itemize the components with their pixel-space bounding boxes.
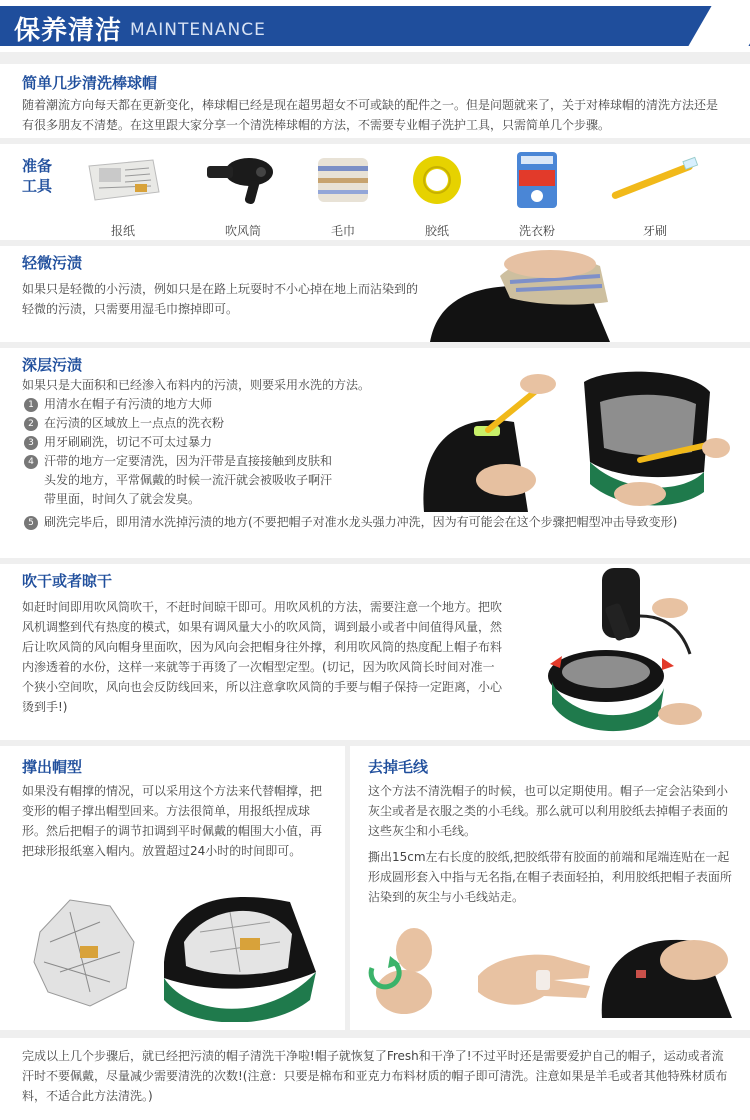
wipe-cap-image xyxy=(430,246,630,342)
tool-label: 吹风筒 xyxy=(224,224,261,238)
deep-stain-section xyxy=(0,348,750,558)
dry-text: 如赶时间即用吹风筒吹干，不赶时间晾干即可。用吹风机的方法，需要注意一个地方。把吹风机调整到代有热度的模式，如果有调风量大小的吹风筒，调到最小或者中间值得风量，然后让吹风筒的风向帽身里面吹，因为风向会把帽身往外撑，利用吹风筒的热度配上帽子布料内渗透着的水份，这样一来就等于再烫了一次帽型定型。(切记，因为吹风筒长时间对准一个狭小空间吹，风向也会反防线回来，所以注意拿吹风筒的手要与帽子保持一定距离，小心烫到手!) xyxy=(22,600,503,714)
step-number: 4 xyxy=(24,455,38,469)
tools-section xyxy=(0,144,750,240)
blow-dry-cap-image xyxy=(530,564,730,740)
shape-title: 撑出帽型 xyxy=(22,758,83,776)
newspaper-icon xyxy=(78,150,168,210)
lint-text-2: 撕出15cm左右长度的胶纸,把胶纸带有胶面的前端和尾端连贴在一起形成圆形套入中指与无名指,在帽子表面轻拍，利用胶纸把帽子表面所沾染到的灰尘与小毛线站走。 xyxy=(368,850,732,904)
shape-text: 如果没有帽撑的情况，可以采用这个方法来代替帽撑，把变形的帽子撑出帽型回来。方法很简单，用报纸捏成球形。然后把帽子的调节扣调到平时佩戴的帽围大小值，再把球形报纸塞入帽内。放置超过24小时的时间即可。 xyxy=(22,784,323,858)
tool-towel xyxy=(298,150,388,239)
step-text: 刷洗完毕后，即用清水洗掉污渍的地方(不要把帽子对准水龙头强力冲洗，因为有可能会在这个步骤把帽型冲击导致变形) xyxy=(44,515,678,529)
dry-title: 吹干或者晾干 xyxy=(22,572,113,590)
paper-ball-image xyxy=(30,892,140,1012)
intro-text: 随着潮流方向每天都在更新变化，棒球帽已经是现在超男超女不可或缺的配件之一。但是问题就来了，关于对棒球帽的清洗方法还是有很多朋友不清楚。在这里跟大家分享一个清洗棒球帽的方法，不需要专业帽子洗护工具，只需简单几个步骤。 xyxy=(22,98,719,132)
tool-label: 胶纸 xyxy=(424,224,449,238)
detergent-icon xyxy=(492,150,582,210)
tool-label: 报纸 xyxy=(110,224,135,238)
tape-icon xyxy=(392,150,482,210)
tool-label: 毛巾 xyxy=(330,224,355,238)
light-stain-text: 如果只是轻微的小污渍，例如只是在路上玩耍时不小心掉在地上而沾染到的轻微的污渍，只需要用湿毛巾擦掉即可。 xyxy=(22,282,419,316)
deep-stain-intro: 如果只是大面积和已经渗入布料内的污渍，则要采用水洗的方法。 xyxy=(22,378,371,392)
step-text: 用牙刷刷洗，切记不可太过暴力 xyxy=(44,435,213,449)
tool-newspaper xyxy=(78,150,168,239)
step-number: 5 xyxy=(24,516,38,530)
hair-dryer-icon xyxy=(198,150,288,210)
tape-loop-image xyxy=(364,920,454,1020)
intro-title: 简单几步清洗棒球帽 xyxy=(22,74,158,92)
tools-label: 准备工具 xyxy=(22,157,53,195)
lint-section xyxy=(350,746,750,1030)
conclusion-text: 完成以上几个步骤后，就已经把污渍的帽子清洗干净啦!帽子就恢复了Fresh和干净了!不过平时还是需要爱护自己的帽子，运动或者流汗时不要佩戴，尽量减少需要清洗的次数!(注意：只要是棉布和亚克力布料材质的帽子即可清洗。注意如果是羊毛或者其他特殊材质布料，不适合此方法清洗。) xyxy=(22,1049,728,1103)
brush-sweatband-image xyxy=(580,362,730,512)
lint-text-1: 这个方法不清洗帽子的时候，也可以定期使用。帽子一定会沾染到小灰尘或者是衣服之类的小毛线。那么就可以利用胶纸去掉帽子表面的这些灰尘和小毛线。 xyxy=(368,784,729,838)
step-item xyxy=(24,452,334,509)
step-text: 汗带的地方一定要清洗，因为汗带是直接接触到皮肤和头发的地方，平常佩戴的时候一流汗就会被吸收子啊汗带里面，时间久了就会发臭。 xyxy=(44,454,333,506)
stuffed-cap-image xyxy=(160,882,320,1022)
toothbrush-icon xyxy=(610,150,700,210)
banner-title-en: MAINTENANCE xyxy=(130,20,266,40)
step-number: 1 xyxy=(24,398,38,412)
tool-hair-dryer xyxy=(198,150,288,239)
dry-section xyxy=(0,564,750,740)
tool-toothbrush xyxy=(610,150,700,239)
towel-icon xyxy=(298,150,388,210)
deep-stain-title: 深层污渍 xyxy=(22,356,83,374)
step-text: 在污渍的区域放上一点点的洗衣粉 xyxy=(44,416,225,430)
step-item xyxy=(24,513,728,532)
banner-title-cn: 保养清洁 xyxy=(14,16,123,46)
shape-section xyxy=(0,746,345,1030)
step-text: 用清水在帽子有污渍的地方大师 xyxy=(44,397,213,411)
tape-on-fingers-image xyxy=(474,926,594,1016)
light-stain-section xyxy=(0,246,750,342)
tool-tape xyxy=(392,150,482,239)
header-banner xyxy=(0,0,750,52)
light-stain-title: 轻微污渍 xyxy=(22,254,83,272)
conclusion-section xyxy=(0,1038,750,1120)
brush-cap-image xyxy=(418,362,558,512)
pat-cap-image xyxy=(598,908,744,1024)
step-number: 2 xyxy=(24,417,38,431)
lint-title: 去掉毛线 xyxy=(368,758,429,776)
tool-label: 洗衣粉 xyxy=(518,224,555,238)
tool-detergent xyxy=(492,150,582,239)
tool-label: 牙刷 xyxy=(642,224,667,238)
intro-section xyxy=(0,64,750,138)
step-number: 3 xyxy=(24,436,38,450)
